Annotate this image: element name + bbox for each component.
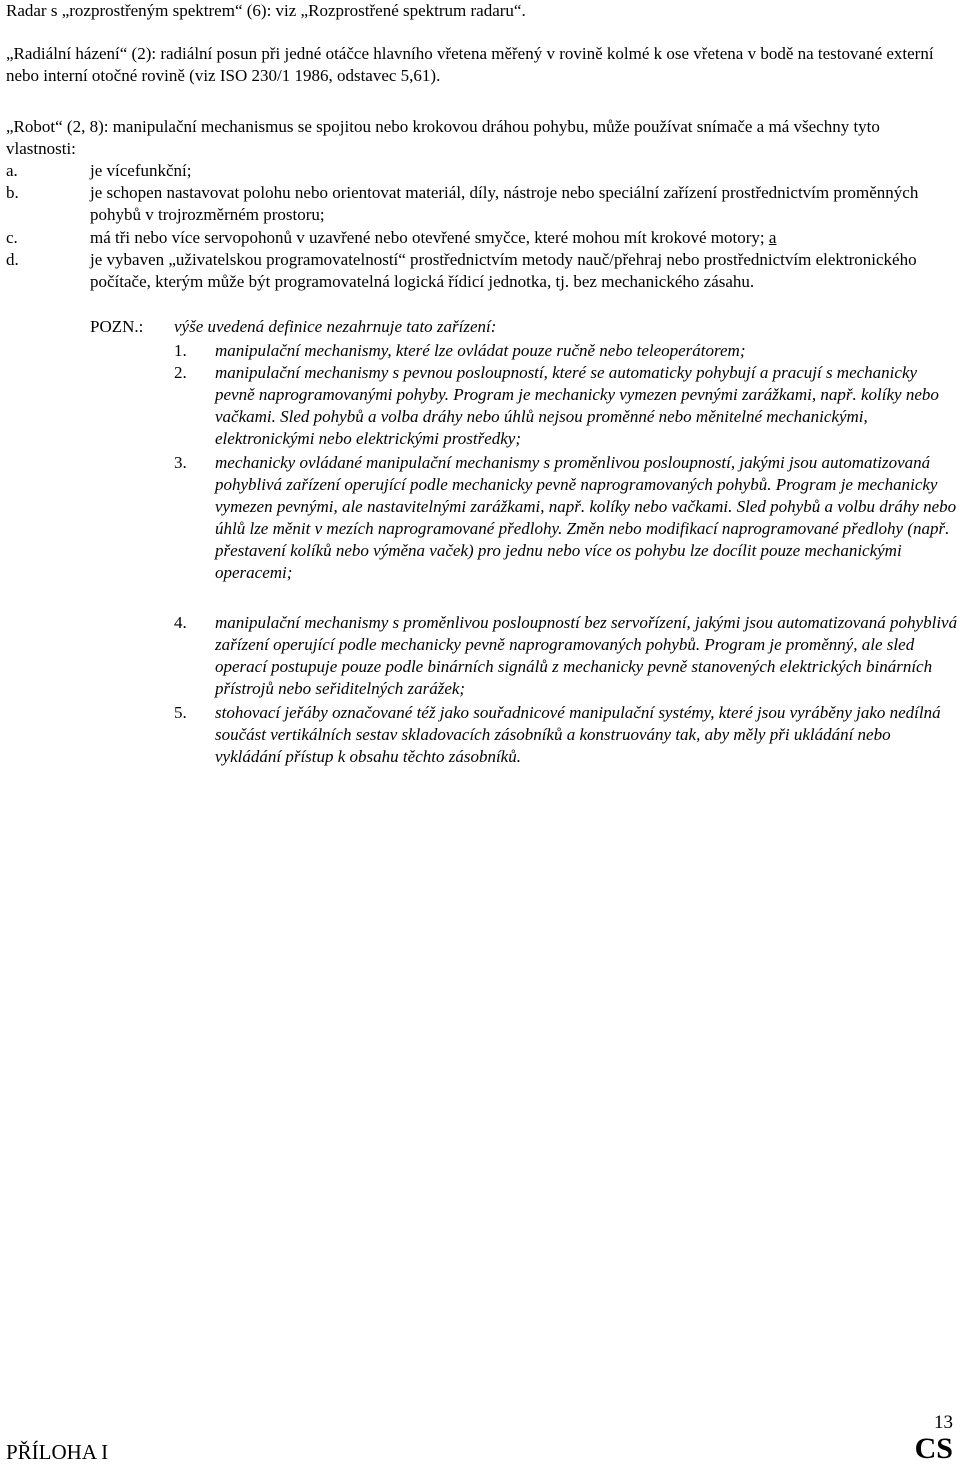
paragraph-radial-runout: „Radiální házení“ (2): radiální posun při jedné otáčce hlavního vřetena měřený v rovině kolmé k ose vřetena v bodě na testované externí nebo interní otočné rovině (viz ISO 230/1 1986, odstavec 5,61). bbox=[6, 44, 934, 85]
list-marker: b. bbox=[6, 183, 19, 202]
note-item-text: manipulační mechanismy, které lze ovládat pouze ručně nebo teleoperátorem; bbox=[215, 341, 746, 360]
note-item-text: manipulační mechanismy s pevnou posloupností, které se automaticky pohybují a pracují s mechanicky pevně naprogramovanými pohyby. Program je mechanicky vymezen pevnými zarážkami, např. kolíky nebo vačkami. Sled pohybů a volba dráhy nebo úhlů nejsou proměnné nebo měnitelné mechanickými, elektronickými nebo elektrickými prostředky; bbox=[215, 363, 939, 448]
note-item-number: 3. bbox=[174, 453, 187, 472]
list-item-text bbox=[90, 227, 950, 249]
paragraph-radar: Radar s „rozprostřeným spektrem“ (6): viz „Rozprostřené spektrum radaru“. bbox=[6, 1, 526, 20]
list-marker: d. bbox=[6, 250, 19, 269]
list-item-text-main: má tři nebo více servopohonů v uzavřené nebo otevřené smyčce, které mohou mít krokové motory; bbox=[90, 228, 765, 247]
note-item-number: 2. bbox=[174, 363, 187, 382]
list-item-suffix: a bbox=[768, 228, 777, 247]
note-intro: výše uvedená definice nezahrnuje tato zařízení: bbox=[174, 317, 497, 336]
list-marker: a. bbox=[6, 161, 18, 180]
footer-page-number: 13 bbox=[934, 1412, 953, 1433]
footer-language-code: CS bbox=[914, 1432, 953, 1465]
footer-annex-label: PŘÍLOHA I bbox=[6, 1440, 109, 1464]
list-item-text: je vícefunkční; bbox=[90, 161, 192, 180]
note-item-number: 4. bbox=[174, 613, 187, 632]
note-item-text: manipulační mechanismy s proměnlivou posloupností bez servořízení, jakými jsou automatizovaná pohyblivá zařízení operující podle mechanicky pevně naprogramovaných pohybů. Program je proměnný, ale sled operací postupuje pouze podle binárních signálů z mechanicky pevně stanovených elektrických binárních přístrojů nebo seřiditelných zarážek; bbox=[215, 613, 958, 698]
list-marker: c. bbox=[6, 228, 18, 247]
list-item-text: je schopen nastavovat polohu nebo orientovat materiál, díly, nástroje nebo speciální zařízení prostřednictvím proměnných pohybů v trojrozměrném prostoru; bbox=[90, 183, 919, 224]
note-item-text: stohovací jeřáby označované též jako souřadnicové manipulační systémy, které jsou vyráběny jako nedílná součást vertikálních sestav skladovacích zásobníků a konstruovány tak, aby měly při ukládání nebo vykládání přístup k obsahu těchto zásobníků. bbox=[215, 703, 941, 766]
note-item-text: mechanicky ovládané manipulační mechanismy s proměnlivou posloupností, jakými jsou automatizovaná pohyblivá zařízení operující podle mechanicky pevně naprogramovaných pohybů. Program je mechanicky vymezen pevnými, ale nastavitelnými zarážkami, např. kolíky nebo vačkami. Sled pohybů a volbu dráhy nebo úhlů lze měnit v mezích naprogramované předlohy. Změn nebo modifikací naprogramované předlohy (např. přestavení kolíků nebo výměna vaček) pro jednu nebo více os pohybu lze docílit pouze mechanickými operacemi; bbox=[215, 453, 957, 582]
note-item-number: 5. bbox=[174, 703, 187, 722]
list-item-text: je vybaven „uživatelskou programovatelností“ prostřednictvím metody nauč/přehraj nebo prostřednictvím elektronického počítače, kterým může být programovatelná logická řídicí jednotka, tj. bez mechanického zásahu. bbox=[90, 250, 917, 291]
note-item-number: 1. bbox=[174, 341, 187, 360]
note-label: POZN.: bbox=[90, 317, 144, 336]
paragraph-robot: „Robot“ (2, 8): manipulační mechanismus se spojitou nebo krokovou dráhou pohybu, může používat snímače a má všechny tyto vlastnosti: bbox=[6, 117, 880, 158]
